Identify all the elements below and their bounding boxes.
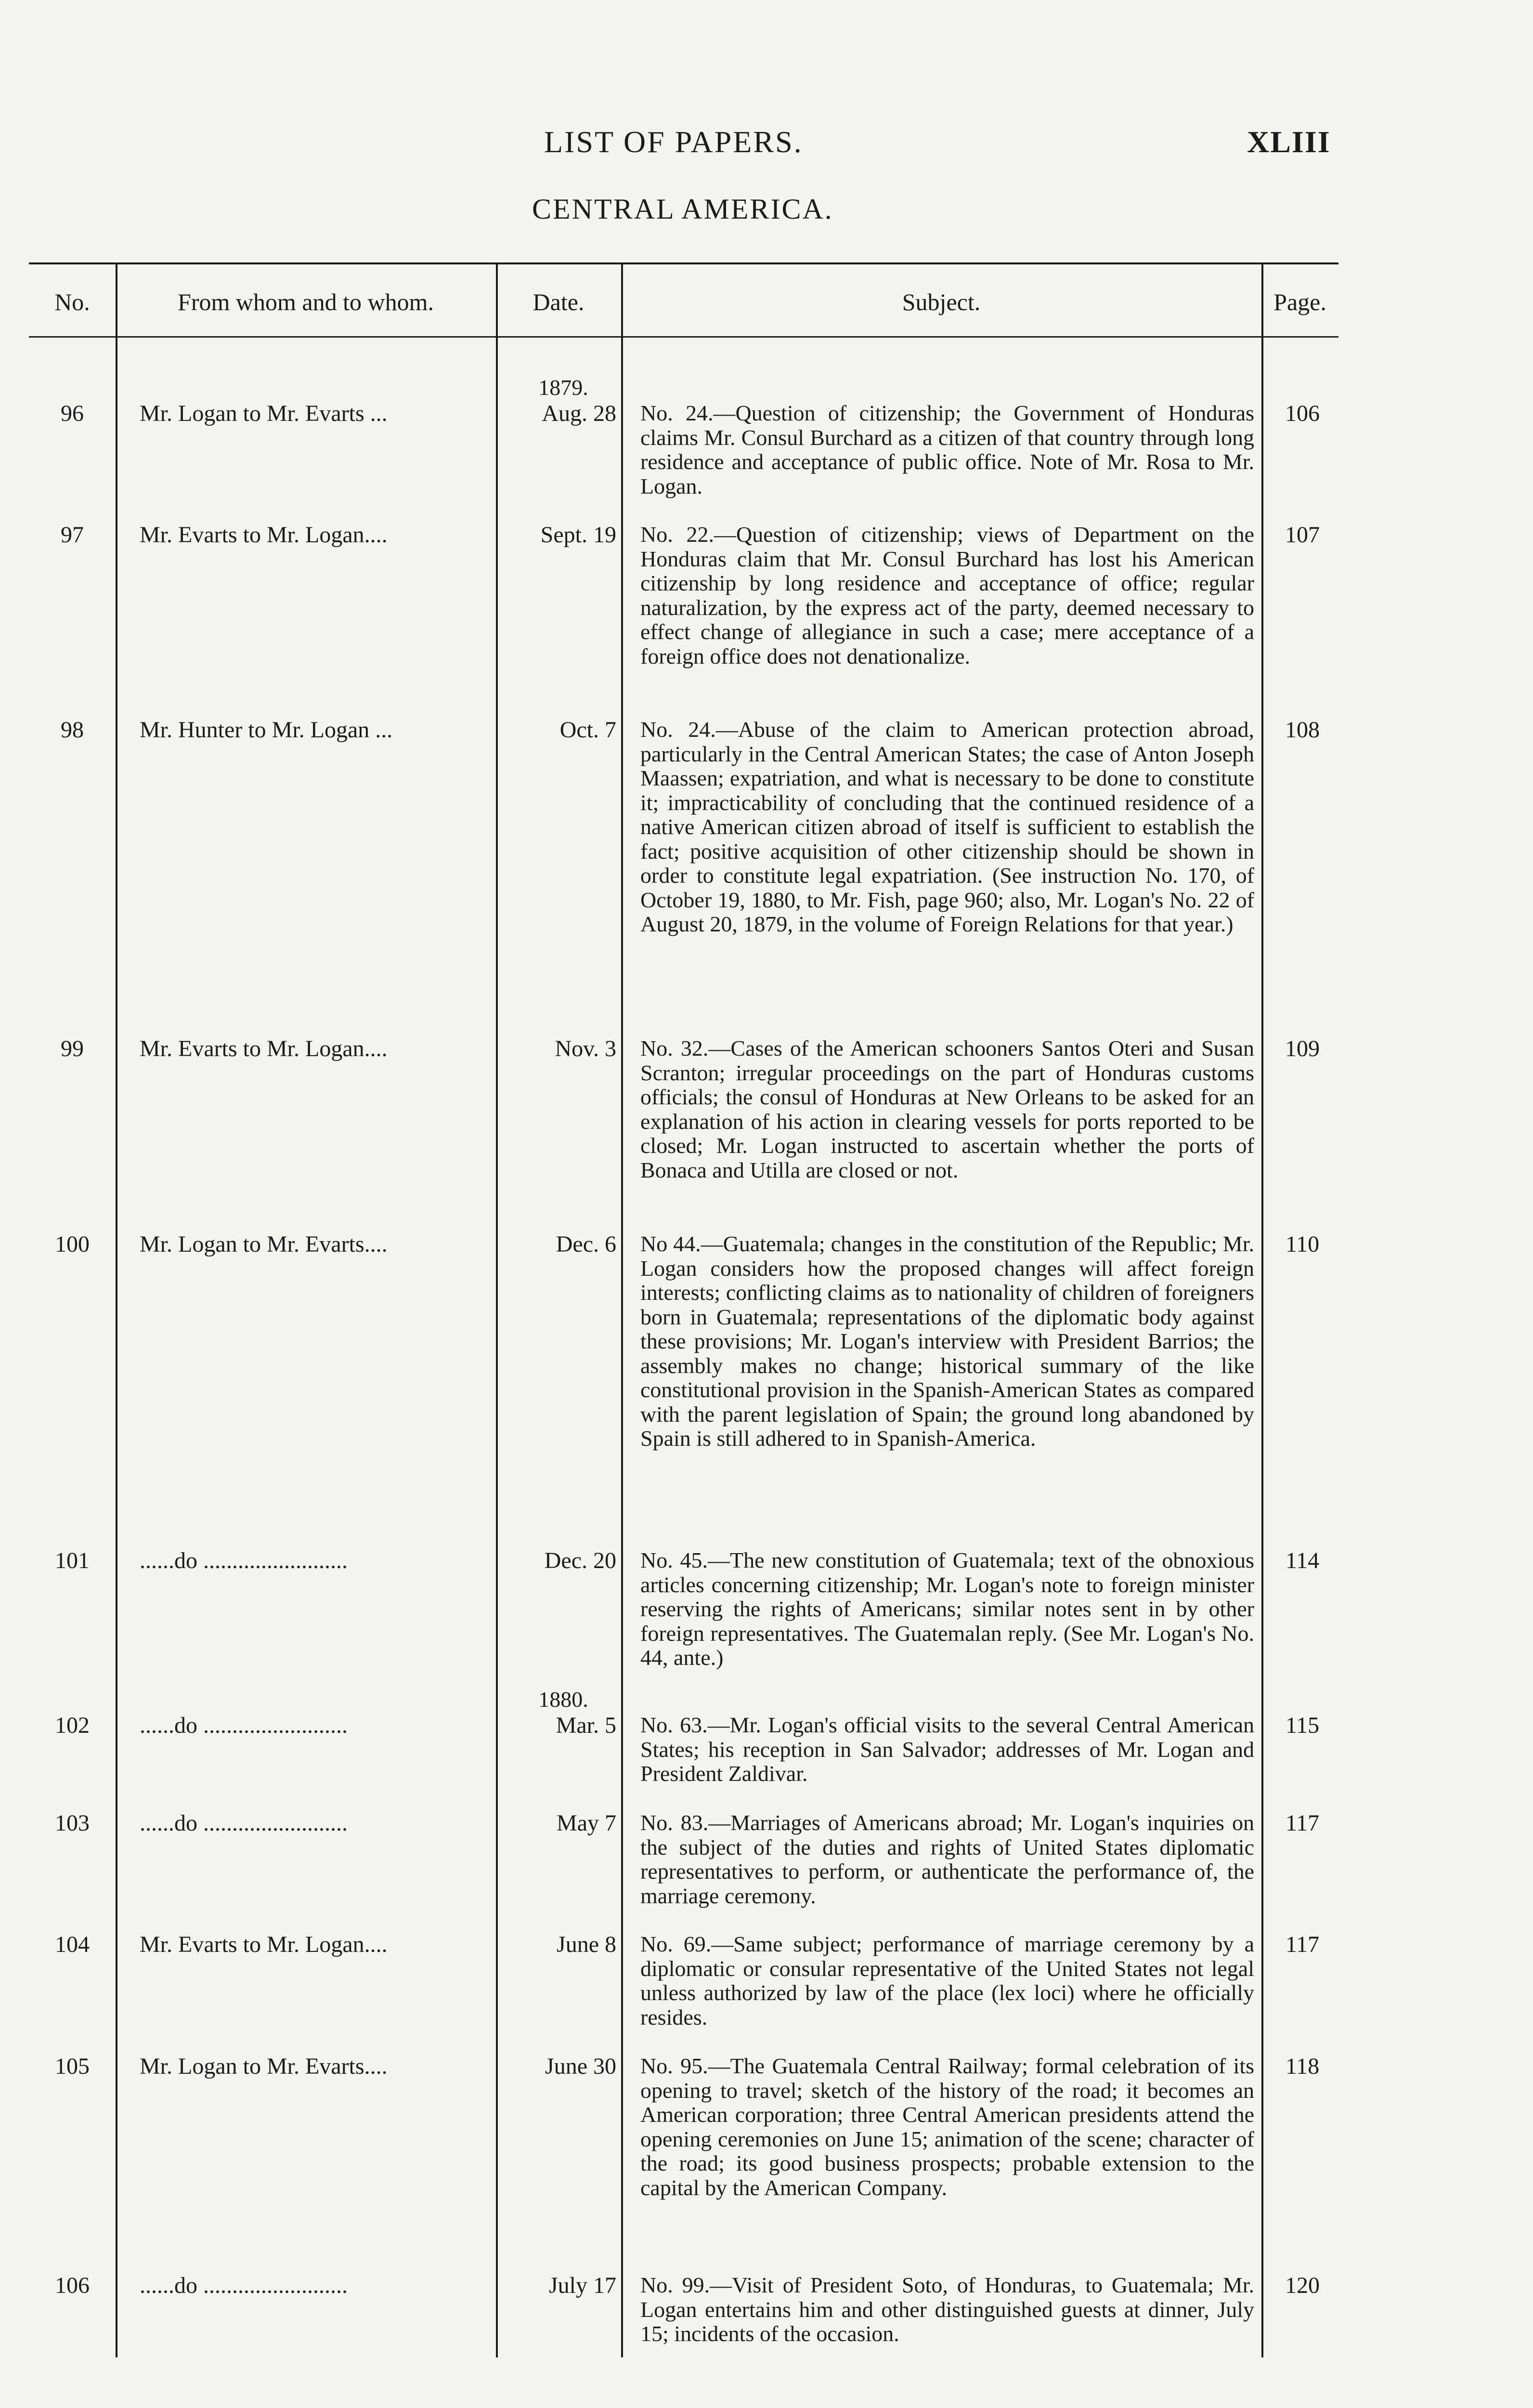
row-date: Dec. 6 [556, 1231, 616, 1257]
row-page: 120 [1285, 2273, 1320, 2298]
row-subject: No 44.—Guatemala; changes in the constitution of the Republic; Mr. Logan considers how the proposed changes will affect foreign interests; conflicting claims as to nationality of children of foreigners born in Guatemala; representations of the diplomatic body against these provisions; Mr. Logan's interview with President Barrios; the assembly makes no change; historical summary of the like constitutional provision in the Spanish-American States as compared with the parent legislation of Spain; the ground long abandoned by Spain is still adhered to in Spanish-America. [640, 1231, 1254, 1451]
row-date: July 17 [548, 2273, 616, 2298]
row-subject: No. 22.—Question of citizenship; views of Department on the Honduras claim that Mr. Consul Burchard has lost his American citizenship by long residence and acceptance of office; regular naturalization, by the express act of the party, deemed necessary to effect change of allegiance in such a case; mere acceptance of a foreign office does not denationalize. [640, 522, 1254, 668]
column-header-subject: Subject. [902, 288, 981, 315]
column-header-no: No. [54, 288, 90, 315]
row-year: 1880. [538, 1687, 588, 1712]
table-header-rule [29, 336, 1338, 338]
row-correspondents: ......do ......................... [140, 2273, 348, 2298]
row-subject: No. 69.—Same subject; performance of marriage ceremony by a diplomatic or consular representative of the United States not legal unless authorized by law of the place (lex loci) where he officially resides. [640, 1932, 1254, 2029]
column-header-date: Date. [533, 288, 585, 315]
row-date: June 30 [545, 2054, 616, 2079]
row-number: 105 [55, 2054, 90, 2079]
row-correspondents: Mr. Logan to Mr. Evarts.... [140, 2054, 388, 2079]
row-correspondents: ......do ......................... [140, 1713, 348, 1738]
row-number: 106 [55, 2273, 90, 2298]
row-correspondents: Mr. Logan to Mr. Evarts.... [140, 1232, 388, 1257]
row-number: 101 [55, 1548, 90, 1573]
row-subject: No. 32.—Cases of the American schooners Santos Oteri and Susan Scranton; irregular proceedings on the part of Honduras customs officials; the consul of Honduras at New Orleans to be asked for an explanation of his action in clearing vessels for ports reported to be closed; Mr. Logan instructed to ascertain whether the ports of Bonaca and Utilla are closed or not. [640, 1036, 1254, 1182]
row-date: Oct. 7 [559, 717, 616, 743]
row-page: 117 [1285, 1810, 1320, 1836]
row-page: 107 [1285, 522, 1320, 548]
row-subject: No. 95.—The Guatemala Central Railway; formal celebration of its opening to travel; sketch of the history of the road; it becomes an American corporation; three Central American presidents attend the opening ceremonies on June 15; animation of the scene; character of the road; its good business prospects; probable extension to the capital by the American Company. [640, 2054, 1254, 2200]
column-divider-from [496, 262, 498, 2357]
row-number: 103 [55, 1810, 90, 1836]
row-date: Aug. 28 [542, 401, 616, 426]
row-subject: No. 24.—Abuse of the claim to American protection abroad, particularly in the Central American States; the case of Anton Joseph Maassen; expatriation, and what is necessary to be done to constitute it; impracticability of concluding that the continued residence of a native American citizen abroad of itself is sufficient to establish the fact; positive acquisition of other citizenship should be shown in order to constitute legal expatriation. (See instruction No. 170, of October 19, 1880, to Mr. Fish, page 960; also, Mr. Logan's No. 22 of August 20, 1879, in the volume of Foreign Relations for that year.) [640, 717, 1254, 936]
row-number: 97 [61, 522, 84, 548]
page-number: XLIII [1247, 125, 1331, 159]
page-header-title: LIST OF PAPERS. [544, 125, 803, 159]
row-number: 96 [61, 401, 84, 426]
column-header-page: Page. [1273, 288, 1326, 315]
row-number: 98 [61, 717, 84, 743]
row-subject: No. 45.—The new constitution of Guatemala; text of the obnoxious articles concerning citizenship; Mr. Logan's note to foreign minister reserving the rights of Americans; similar notes sent in by other foreign representatives. The Guatemalan reply. (See Mr. Logan's No. 44, ante.) [640, 1548, 1254, 1670]
row-date: Nov. 3 [555, 1036, 616, 1061]
row-date: May 7 [557, 1810, 616, 1836]
column-divider-no [116, 262, 117, 2357]
row-number: 102 [55, 1713, 90, 1738]
row-correspondents: ......do ......................... [140, 1811, 348, 1836]
row-correspondents: Mr. Hunter to Mr. Logan ... [140, 718, 393, 743]
row-number: 104 [55, 1932, 90, 1957]
row-correspondents: Mr. Evarts to Mr. Logan.... [140, 523, 388, 548]
column-divider-subject [1261, 262, 1263, 2357]
row-correspondents: Mr. Evarts to Mr. Logan.... [140, 1932, 388, 1957]
column-header-from: From whom and to whom. [178, 288, 434, 315]
row-date: Dec. 20 [544, 1548, 616, 1573]
row-page: 117 [1285, 1932, 1320, 1957]
row-page: 110 [1285, 1231, 1320, 1257]
row-page: 115 [1285, 1713, 1320, 1738]
table-top-rule [29, 262, 1338, 264]
row-subject: No. 99.—Visit of President Soto, of Honduras, to Guatemala; Mr. Logan entertains him and other distinguished guests at dinner, July 15; incidents of the occasion. [640, 2273, 1254, 2346]
row-subject: No. 63.—Mr. Logan's official visits to the several Central American States; his reception in San Salvador; addresses of Mr. Logan and President Zaldivar. [640, 1713, 1254, 1786]
row-correspondents: ......do ......................... [140, 1548, 348, 1573]
row-correspondents: Mr. Evarts to Mr. Logan.... [140, 1036, 388, 1061]
section-title: CENTRAL AMERICA. [532, 193, 833, 225]
row-page: 109 [1285, 1036, 1320, 1061]
row-page: 106 [1285, 401, 1320, 426]
row-correspondents: Mr. Logan to Mr. Evarts ... [140, 401, 388, 426]
column-divider-date [621, 262, 623, 2357]
row-page: 108 [1285, 717, 1320, 743]
row-date: Sept. 19 [540, 522, 616, 548]
row-number: 99 [61, 1036, 84, 1061]
row-page: 114 [1285, 1548, 1320, 1573]
row-date: June 8 [557, 1932, 616, 1957]
row-number: 100 [55, 1231, 90, 1257]
row-year: 1879. [538, 375, 588, 400]
row-subject: No. 24.—Question of citizenship; the Government of Honduras claims Mr. Consul Burchard as a citizen of that country through long residence and acceptance of public office. Note of Mr. Rosa to Mr. Logan. [640, 401, 1254, 498]
row-date: Mar. 5 [556, 1713, 616, 1738]
row-subject: No. 83.—Marriages of Americans abroad; Mr. Logan's inquiries on the subject of the duties and rights of United States diplomatic representatives to perform, or authenticate the performance of, the marriage ceremony. [640, 1810, 1254, 1908]
row-page: 118 [1285, 2054, 1320, 2079]
